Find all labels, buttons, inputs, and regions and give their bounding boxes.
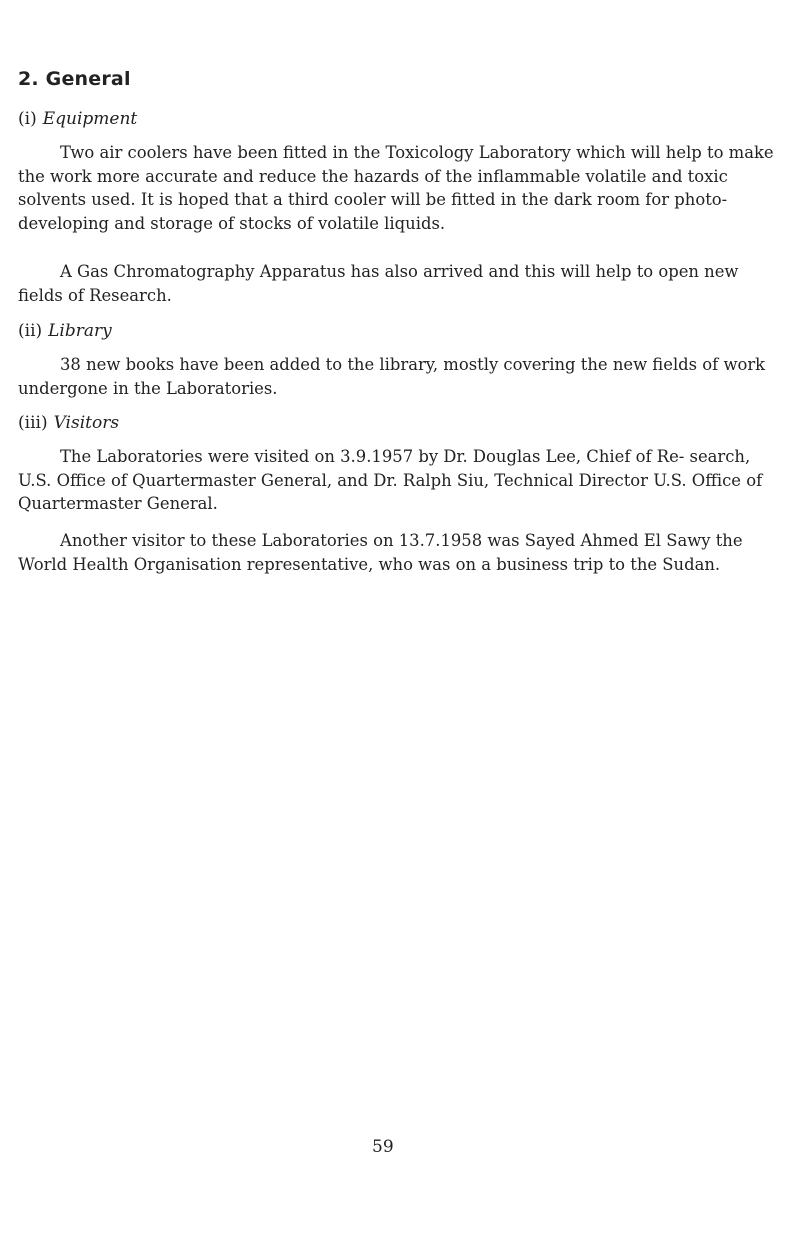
paragraph-visitors-2: Another visitor to these Laboratories on 13.7.1958 was Sayed Ahmed El Sawy the World Health Organisation representative, who was on a business trip to the Sudan.	[18, 531, 743, 574]
subsection-title: Library	[48, 321, 112, 341]
paragraph-visitors-1: The Laboratories were visited on 3.9.1957 by Dr. Douglas Lee, Chief of Re- search, U.S. Office of Quartermaster General, and Dr. Ralph Siu, Technical Director U.S. Office of Quartermaster General.	[18, 447, 763, 513]
subsection-heading-visitors	[18, 413, 119, 433]
page-number: 59	[372, 1137, 394, 1157]
subsection-number: (iii)	[18, 413, 48, 433]
subsection-title: Equipment	[42, 109, 138, 129]
paragraph-equipment-1: Two air coolers have been fitted in the Toxicology Laboratory which will help to make the work more accurate and reduce the hazards of the inflammable volatile and toxic solvents used. It is hoped that a third cooler will be fitted in the dark room for photo-developing and storage of stocks of volatile liquids.	[18, 143, 774, 233]
paragraph-equipment-2: A Gas Chromatography Apparatus has also arrived and this will help to open new fields of Research.	[18, 262, 739, 305]
paragraph-library-1: 38 new books have been added to the library, mostly covering the new fields of work undergone in the Laboratories.	[18, 355, 766, 398]
subsection-heading-library	[18, 321, 112, 341]
subsection-number: (ii)	[18, 321, 43, 341]
subsection-number: (i)	[18, 109, 37, 129]
section-heading: 2. General	[18, 68, 131, 90]
subsection-heading-equipment	[18, 109, 137, 129]
subsection-title: Visitors	[53, 413, 120, 433]
